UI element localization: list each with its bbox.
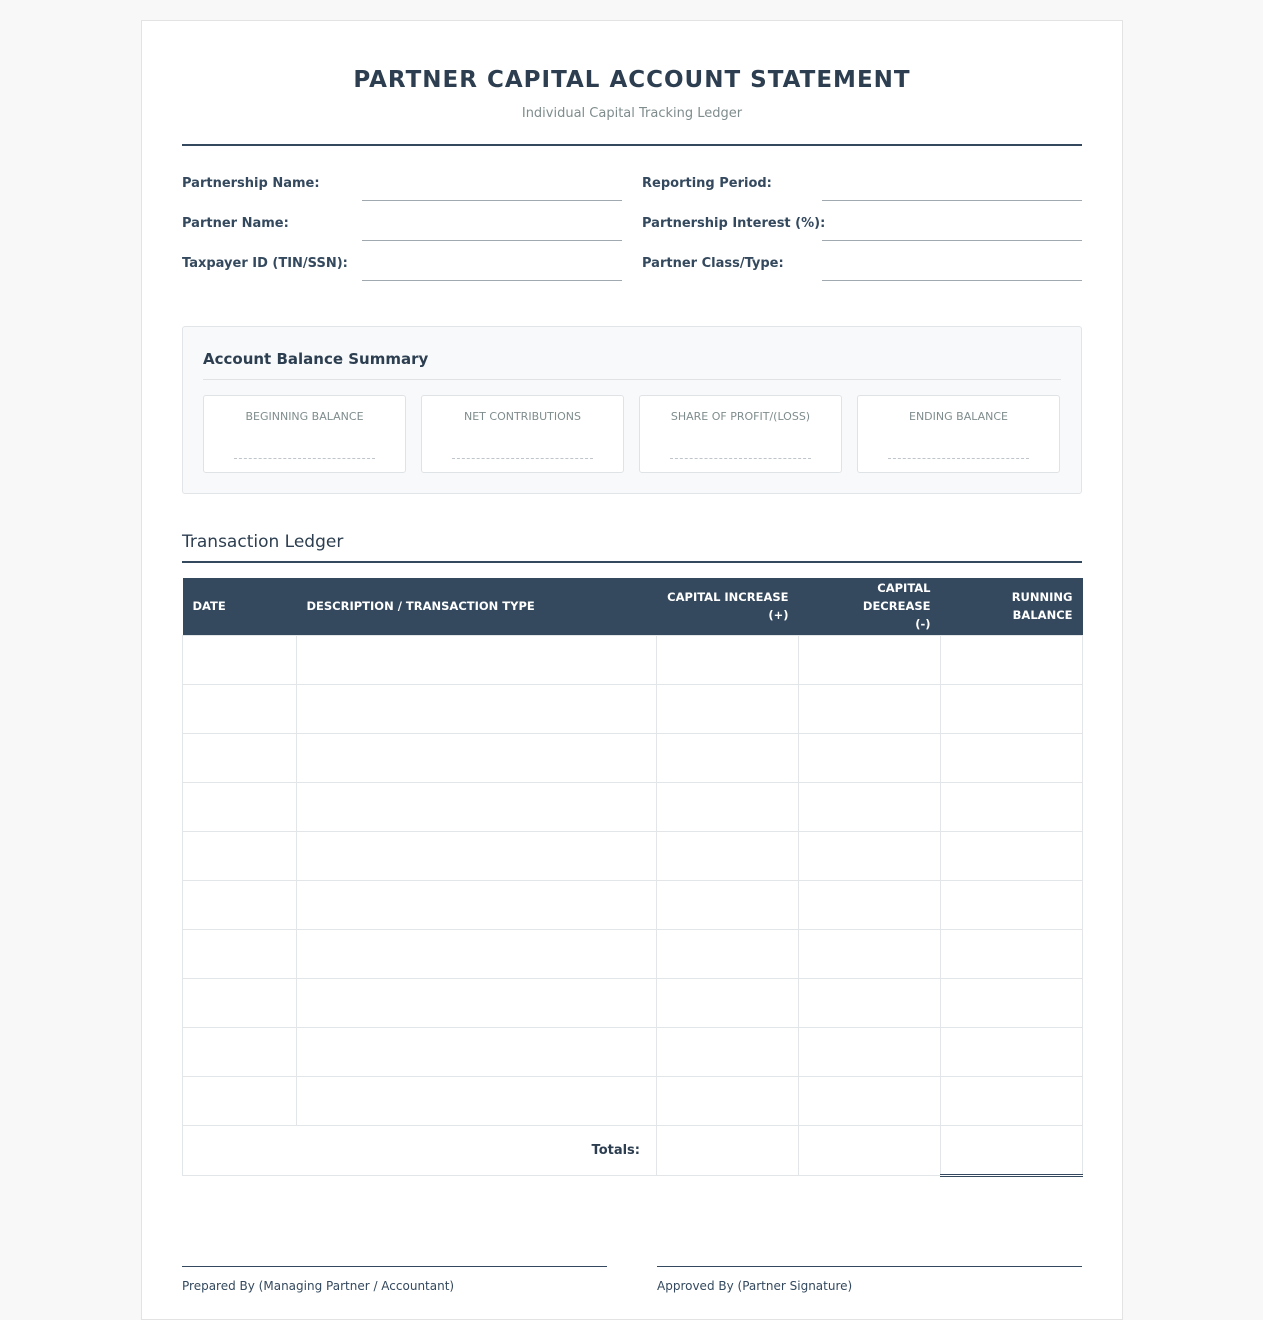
description-cell[interactable] [297, 684, 657, 733]
reporting-period-input[interactable] [822, 171, 1082, 201]
ledger-divider [182, 561, 1082, 563]
date-cell[interactable] [183, 782, 297, 831]
balance-cell[interactable] [941, 978, 1083, 1027]
account-balance-summary [182, 326, 1082, 494]
prepared-by-label: Prepared By (Managing Partner / Accountant) [182, 1279, 455, 1293]
table-row [183, 635, 1083, 684]
table-row [183, 733, 1083, 782]
description-cell[interactable] [297, 782, 657, 831]
summary-title: Account Balance Summary [203, 350, 429, 368]
page-title: PARTNER CAPITAL ACCOUNT STATEMENT [353, 67, 911, 93]
decrease-cell[interactable] [799, 635, 941, 684]
taxpayer-id-field [182, 251, 622, 281]
share-of-profit-label: SHARE OF PROFIT/(LOSS) [670, 410, 811, 423]
ledger-header-row [183, 578, 1083, 635]
table-row [183, 1027, 1083, 1076]
table-row [183, 831, 1083, 880]
column-header-running-balance: RUNNING BALANCE [941, 578, 1083, 635]
partnership-name-field [182, 171, 622, 201]
balance-cell[interactable] [941, 880, 1083, 929]
date-cell[interactable] [183, 733, 297, 782]
date-cell[interactable] [183, 635, 297, 684]
increase-cell[interactable] [657, 635, 799, 684]
table-row [183, 880, 1083, 929]
capital-increase-line1: CAPITAL INCREASE [667, 590, 789, 605]
decrease-cell[interactable] [799, 1027, 941, 1076]
increase-cell[interactable] [657, 684, 799, 733]
table-row [183, 782, 1083, 831]
partnership-name-label: Partnership Name: [182, 176, 320, 191]
approved-by-signature[interactable] [657, 1266, 1082, 1293]
capital-decrease-line1: CAPITAL DECREASE [862, 581, 931, 614]
date-cell[interactable] [183, 929, 297, 978]
reporting-period-label: Reporting Period: [642, 176, 772, 191]
date-cell[interactable] [183, 978, 297, 1027]
partner-name-label: Partner Name: [182, 216, 289, 231]
ending-balance-label: ENDING BALANCE [909, 410, 1008, 423]
ledger-title: Transaction Ledger [182, 532, 344, 552]
description-cell[interactable] [297, 929, 657, 978]
statement-page [141, 20, 1123, 1320]
decrease-cell[interactable] [799, 782, 941, 831]
description-cell[interactable] [297, 978, 657, 1027]
total-increase-cell[interactable] [657, 1125, 799, 1175]
approved-by-label: Approved By (Partner Signature) [657, 1279, 853, 1293]
partnership-name-input[interactable] [362, 171, 622, 201]
decrease-cell[interactable] [799, 1076, 941, 1125]
summary-divider [203, 379, 1061, 380]
increase-cell[interactable] [657, 733, 799, 782]
decrease-cell[interactable] [799, 831, 941, 880]
beginning-balance-input[interactable] [234, 458, 375, 459]
balance-cell[interactable] [941, 1076, 1083, 1125]
increase-cell[interactable] [657, 782, 799, 831]
taxpayer-id-label: Taxpayer ID (TIN/SSN): [182, 256, 348, 271]
capital-increase-line2: (+) [768, 608, 789, 623]
table-row [183, 684, 1083, 733]
page-subtitle: Individual Capital Tracking Ledger [521, 106, 743, 121]
increase-cell[interactable] [657, 1027, 799, 1076]
increase-cell[interactable] [657, 978, 799, 1027]
share-of-profit-box [639, 395, 842, 473]
table-row [183, 929, 1083, 978]
totals-row [183, 1125, 1083, 1175]
prepared-by-signature[interactable] [182, 1266, 607, 1293]
reporting-period-field [642, 171, 1082, 201]
date-cell[interactable] [183, 831, 297, 880]
date-cell[interactable] [183, 880, 297, 929]
increase-cell[interactable] [657, 1076, 799, 1125]
balance-cell[interactable] [941, 733, 1083, 782]
partner-name-field [182, 211, 622, 241]
beginning-balance-label: BEGINNING BALANCE [245, 410, 364, 423]
table-row [183, 978, 1083, 1027]
balance-cell[interactable] [941, 929, 1083, 978]
partner-class-input[interactable] [822, 251, 1082, 281]
partnership-interest-label: Partnership Interest (%): [642, 216, 826, 231]
increase-cell[interactable] [657, 880, 799, 929]
net-contributions-box [421, 395, 624, 473]
balance-cell[interactable] [941, 684, 1083, 733]
beginning-balance-box [203, 395, 406, 473]
net-contributions-input[interactable] [452, 458, 593, 459]
column-header-date: DATE [183, 578, 297, 635]
description-cell[interactable] [297, 635, 657, 684]
partner-name-input[interactable] [362, 211, 622, 241]
partner-class-label: Partner Class/Type: [642, 256, 784, 271]
description-cell[interactable] [297, 831, 657, 880]
description-cell[interactable] [297, 733, 657, 782]
column-header-description: DESCRIPTION / TRANSACTION TYPE [297, 578, 657, 635]
increase-cell[interactable] [657, 929, 799, 978]
description-cell[interactable] [297, 1076, 657, 1125]
partnership-interest-input[interactable] [822, 211, 1082, 241]
balance-cell[interactable] [941, 1027, 1083, 1076]
ending-balance-input[interactable] [888, 458, 1029, 459]
ledger-body [183, 635, 1083, 1175]
capital-decrease-line2: (-) [915, 617, 931, 632]
description-cell[interactable] [297, 1027, 657, 1076]
balance-cell[interactable] [941, 831, 1083, 880]
totals-label: Totals: [183, 1125, 657, 1175]
table-row [183, 1076, 1083, 1125]
description-cell[interactable] [297, 880, 657, 929]
balance-cell[interactable] [941, 635, 1083, 684]
decrease-cell[interactable] [799, 880, 941, 929]
decrease-cell[interactable] [799, 684, 941, 733]
column-header-capital-increase [657, 578, 799, 635]
ending-balance-box [857, 395, 1060, 473]
partnership-interest-field [642, 211, 1082, 241]
balance-cell[interactable] [941, 782, 1083, 831]
transaction-ledger-table [182, 578, 1083, 1177]
date-cell[interactable] [183, 684, 297, 733]
net-contributions-label: NET CONTRIBUTIONS [464, 410, 581, 423]
total-balance-cell[interactable] [941, 1125, 1083, 1175]
header-divider [182, 144, 1082, 146]
increase-cell[interactable] [657, 831, 799, 880]
decrease-cell[interactable] [799, 929, 941, 978]
partner-class-field [642, 251, 1082, 281]
decrease-cell[interactable] [799, 733, 941, 782]
date-cell[interactable] [183, 1027, 297, 1076]
share-of-profit-input[interactable] [670, 458, 811, 459]
decrease-cell[interactable] [799, 978, 941, 1027]
taxpayer-id-input[interactable] [362, 251, 622, 281]
total-decrease-cell[interactable] [799, 1125, 941, 1175]
column-header-capital-decrease [799, 578, 941, 635]
date-cell[interactable] [183, 1076, 297, 1125]
